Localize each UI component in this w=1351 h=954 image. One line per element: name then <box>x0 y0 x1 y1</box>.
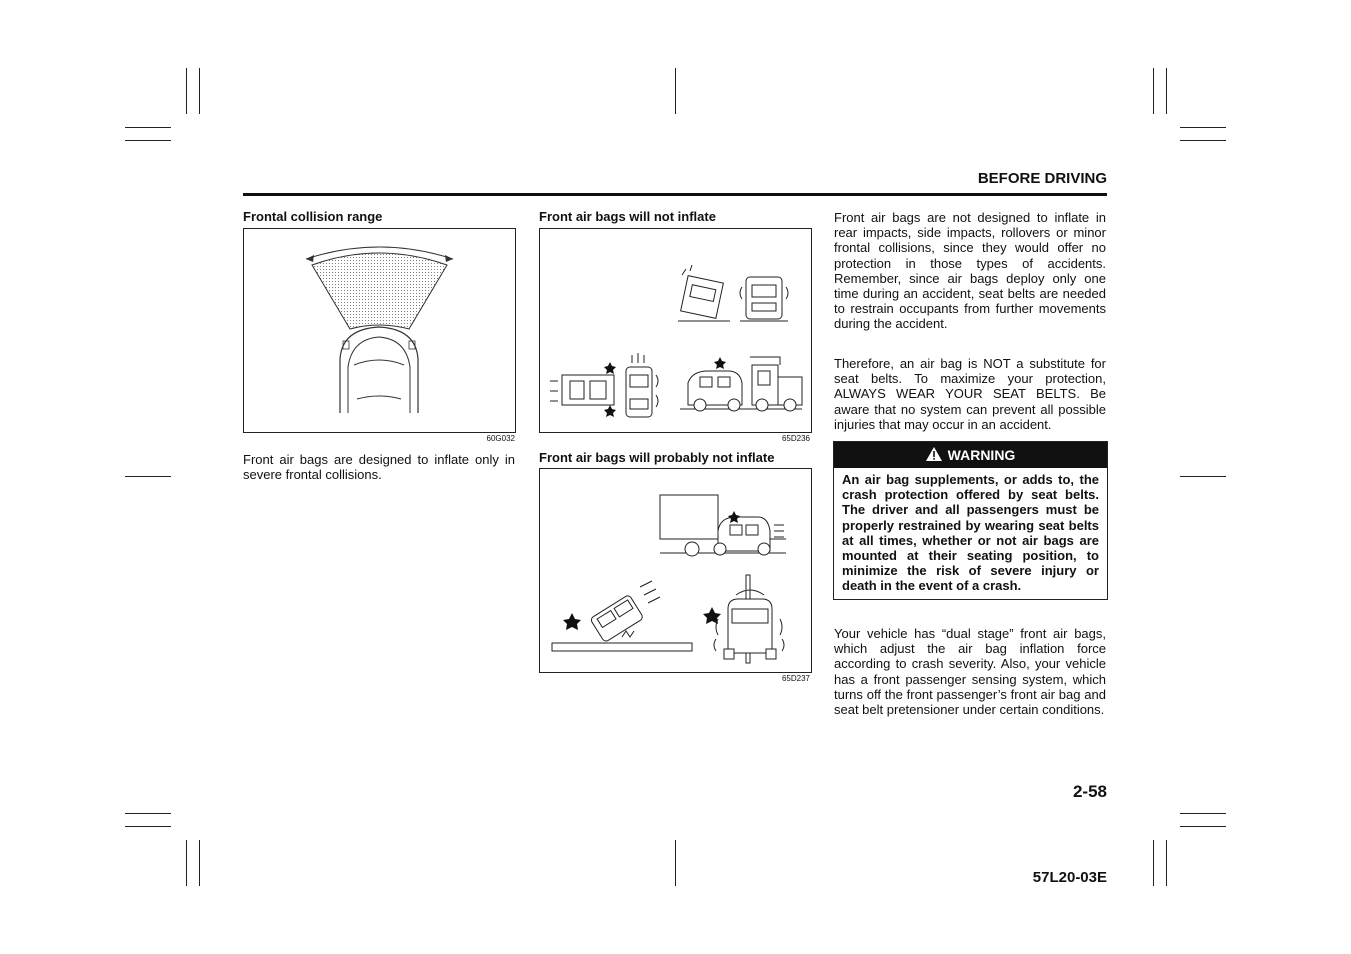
will-not-inflate-figure <box>539 228 812 433</box>
probably-not-inflate-heading: Front air bags will probably not inflate <box>539 450 775 465</box>
header-rule <box>243 193 1107 196</box>
figure-code-60g032: 60G032 <box>486 434 515 443</box>
figure-code-65d237: 65D237 <box>781 674 810 683</box>
page-number: 2-58 <box>1072 782 1107 801</box>
section-title: BEFORE DRIVING <box>977 170 1107 187</box>
warning-triangle-icon <box>926 447 942 464</box>
col3-paragraph-1: Front air bags are not designed to inflate in rear impacts, side impacts, rollovers or minor frontal collisions, since they would offer no protection in those types of accidents. Remember, since air bags deploy only one time during an accident, seat belts are needed to restrain occupants from further movements during the accident. <box>834 210 1106 332</box>
warning-header <box>834 442 1107 468</box>
col3-paragraph-3: Your vehicle has “dual stage” front air bags, which adjust the air bag inflation force according to crash severity. Also, your vehicle has a front passenger sensing system, which turns off the front passenger’s front air bag and seat belt pretensioner under certain conditions. <box>834 626 1106 718</box>
col3-paragraph-2: Therefore, an air bag is NOT a substitute for seat belts. To maximize your protection, ALWAYS WEAR YOUR SEAT BELTS. Be aware that no system can prevent all possible injuries that may occur in an accident. <box>834 356 1106 432</box>
frontal-collision-heading: Frontal collision range <box>243 209 383 224</box>
document-code: 57L20-03E <box>1032 869 1107 886</box>
warning-text: An air bag supplements, or adds to, the crash protection offered by seat belts. The driver and all passengers must be properly restrained by wearing seat belts at all times, whether or not air bags are mounted at their seating position, to minimize the risk of severe injury or death in the event of a crash. <box>842 472 1099 594</box>
figure-code-65d236: 65D236 <box>781 434 810 443</box>
warning-title: WARNING <box>947 447 1016 463</box>
probably-not-inflate-figure <box>539 468 812 673</box>
frontal-collision-figure <box>243 228 516 433</box>
will-not-inflate-heading: Front air bags will not inflate <box>539 209 716 224</box>
warning-box <box>833 441 1108 600</box>
col1-paragraph: Front air bags are designed to inflate only in severe frontal collisions. <box>243 452 515 483</box>
